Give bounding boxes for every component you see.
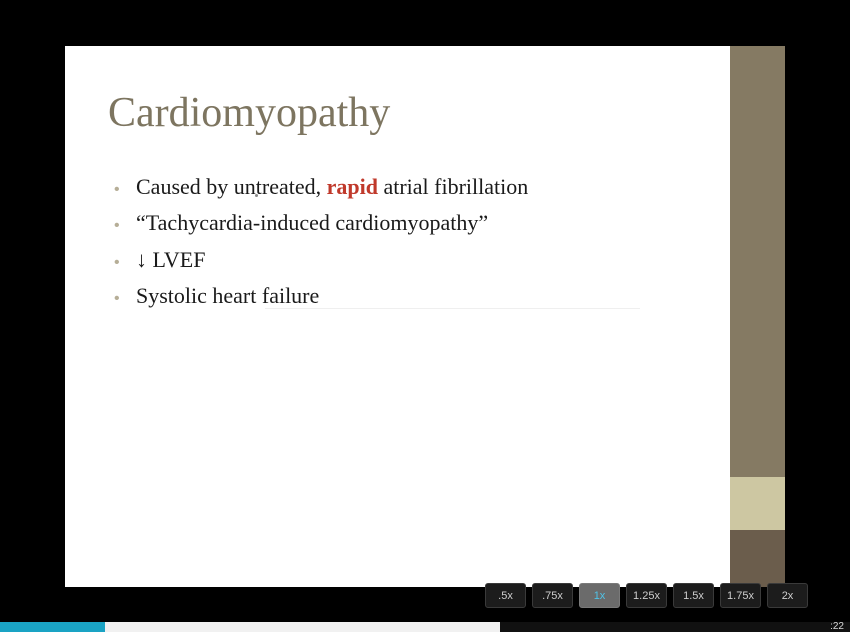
- bullet-text: Systolic heart failure: [136, 282, 320, 308]
- bullet-marker-icon: •: [114, 181, 120, 198]
- bullet-marker-icon: •: [114, 217, 120, 235]
- slide-bullet-list: [110, 174, 690, 319]
- bullet-text: ↓ LVEF: [136, 246, 206, 272]
- speed-button-1-75x[interactable]: 1.75x: [720, 583, 761, 608]
- bullet-marker-icon: •: [114, 253, 120, 271]
- playback-speed-controls[interactable]: [485, 583, 808, 608]
- speed-button-1-5x[interactable]: 1.5x: [673, 583, 714, 608]
- bullet-text: “Tachycardia-induced cardiomyopathy”: [136, 210, 489, 236]
- bullet-text-part: Caused by untreated,: [136, 174, 327, 199]
- divider: [265, 308, 640, 309]
- list-item: [110, 247, 690, 272]
- time-remaining-label: :22: [830, 621, 844, 632]
- speed-button-1-25x[interactable]: 1.25x: [626, 583, 667, 608]
- player-bottom-bar: [0, 622, 850, 632]
- speed-button-0-75x[interactable]: .75x: [532, 583, 573, 608]
- bullet-marker-icon: •: [114, 289, 120, 307]
- speed-button-1x[interactable]: 1x: [579, 583, 620, 608]
- slide-side-band: [730, 46, 785, 587]
- speed-button-0-5x[interactable]: .5x: [485, 583, 526, 608]
- list-item: [110, 210, 690, 235]
- slide-content-area: [65, 46, 730, 587]
- bullet-text-emphasis: rapid: [326, 174, 378, 199]
- band-segment-middle: [730, 477, 785, 530]
- band-segment-top: [730, 46, 785, 477]
- progress-bar-fill: [0, 622, 105, 632]
- speed-button-2x[interactable]: 2x: [767, 583, 808, 608]
- list-item: [110, 283, 690, 308]
- list-item: [110, 174, 690, 199]
- band-segment-bottom: [730, 530, 785, 587]
- bullet-text: [136, 174, 528, 199]
- bullet-text-part: atrial fibrillation: [377, 174, 529, 199]
- progress-bar-buffer: [105, 622, 500, 632]
- slide-title: Cardiomyopathy: [108, 90, 391, 136]
- presentation-slide: [65, 46, 785, 587]
- progress-bar-track[interactable]: [0, 622, 850, 632]
